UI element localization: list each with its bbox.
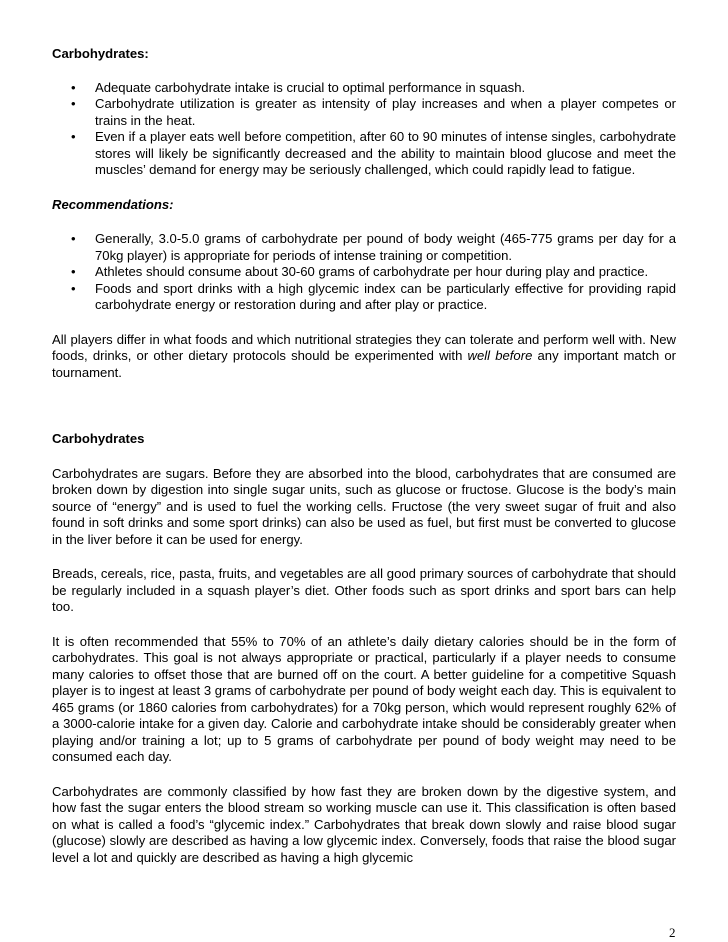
spacer (52, 448, 676, 466)
players-paragraph-text-end: any important match or tournament. (52, 348, 676, 380)
bullet-icon: • (71, 280, 76, 296)
bullet-icon: • (71, 96, 76, 111)
body-paragraph: Breads, cereals, rice, pasta, fruits, and vegetables are all good primary sources of carbohydrate that should be regularly included in a squash player’s diet. Other foods such as sport drinks and sport bars can help too. (52, 566, 676, 614)
carbohydrates-colon-heading: Carbohydrates: (52, 46, 149, 61)
bullet-icon: • (71, 264, 76, 279)
document-page (52, 46, 676, 866)
spacer (52, 766, 676, 784)
list-item-text: Generally, 3.0-5.0 grams of carbohydrate per pound of body weight (465-775 grams per day for a 70kg player) is appropriate for periods of intense training or competition. (95, 231, 676, 263)
spacer (52, 179, 676, 197)
list-item (52, 80, 676, 97)
recommendations-heading: Recommendations: (52, 196, 174, 212)
body-paragraph: Carbohydrates are commonly classified by how fast they are broken down by the digestive system, and how fast the sugar enters the blood stream so working muscle can use it. This classification is often based on what is called a food’s “glycemic index.” Carbohydrates that break down slowly and raise blood sugar (glucose) slowly are described as having a low glycemic index. Conversely, foods that raise the blood sugar level a lot and quickly are described as having a high glycemic (52, 783, 676, 865)
list-item-text: Carbohydrate utilization is greater as intensity of play increases and when a player competes or trains in the heat. (95, 96, 676, 128)
spacer (52, 213, 676, 231)
carbohydrates-bullet-list (52, 80, 676, 179)
bullet-icon: • (71, 231, 76, 246)
list-item-text: Athletes should consume about 30-60 grams of carbohydrate per hour during play and practice. (95, 264, 649, 279)
spacer (52, 616, 676, 634)
page-number: 2 (669, 925, 676, 940)
carbohydrates-section-heading: Carbohydrates (52, 431, 145, 446)
body-paragraph: It is often recommended that 55% to 70% of an athlete’s daily dietary calories should be in the form of carbohydrates. This goal is not always appropriate or practical, particularly if a player needs to consume many calories to offset those that are burned off on the court. A better guideline for a competitive Squash player is to ingest at least 3 grams of carbohydrate per pound of body weight each day. This is equivalent to 465 grams (or 1860 calories from carbohydrates) for a 70kg person, which would represent roughly 62% of a 3000-calorie intake for a given day. Calorie and carbohydrate intake should be considerably greater when playing and/or training a lot; up to 5 grams of carbohydrate per pound of body weight may need to be consumed each day. (52, 633, 676, 764)
list-item (52, 281, 676, 314)
list-item (52, 264, 676, 281)
bullet-icon: • (71, 129, 76, 144)
spacer (52, 314, 676, 332)
list-item-text: Adequate carbohydrate intake is crucial to optimal performance in squash. (95, 79, 526, 95)
players-paragraph-text: All players differ in what foods and which nutritional strategies they can tolerate and perform well with. New foods, drinks, or other dietary protocols should be experimented with (52, 331, 676, 363)
bullet-icon: • (71, 79, 76, 95)
list-item-text: Even if a player eats well before competition, after 60 to 90 minutes of intense singles, carbohydrate stores will likely be significantly decreased and the ability to maintain blood glucose and meet the muscles’ demand for energy may be seriously challenged, which could rapidly lead to fatigue. (95, 129, 676, 177)
spacer (52, 548, 676, 566)
list-item (52, 129, 676, 179)
players-paragraph (52, 332, 676, 382)
list-item-text: Foods and sport drinks with a high glycemic index can be particularly effective for providing rapid carbohydrate energy or restoration during and after play or practice. (95, 280, 676, 312)
spacer (52, 63, 676, 80)
list-item (52, 96, 676, 129)
list-item (52, 231, 676, 264)
body-paragraph: Carbohydrates are sugars. Before they are absorbed into the blood, carbohydrates that are consumed are broken down by digestion into single sugar units, such as glucose or fructose. Glucose is the body’s main source of “energy” and is used to fuel the working cells. Fructose (the very sweet sugar of fruit and also found in soft drinks and some sport drinks) can also be used as fuel, but first must be converted to glucose in the liver before it can be used for energy. (52, 465, 676, 547)
spacer (52, 381, 676, 431)
emphasis-text: well before (467, 348, 533, 363)
recommendations-bullet-list (52, 231, 676, 314)
